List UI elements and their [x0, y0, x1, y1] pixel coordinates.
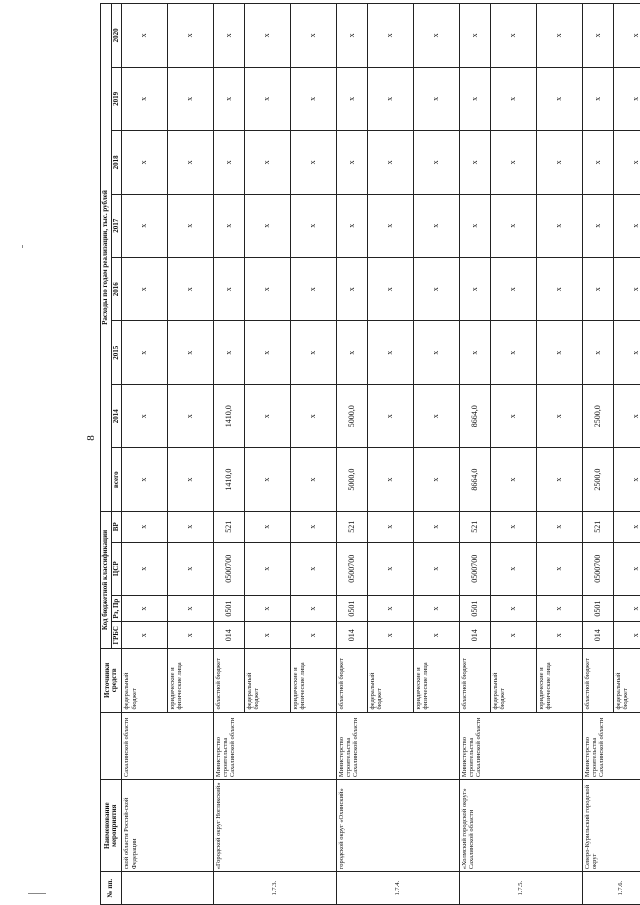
table-row — [582, 4, 613, 905]
year-value-cell: х — [214, 131, 245, 194]
year-value-cell: х — [491, 194, 537, 257]
header-kbk: Код бюджетной классификации — [101, 511, 112, 648]
csr-cell: х — [122, 542, 168, 595]
year-value-cell: х — [582, 194, 613, 257]
year-value-cell: х — [582, 67, 613, 130]
grbs-cell: 014 — [336, 622, 367, 649]
table-row — [459, 4, 490, 905]
source-cell: федеральный бюджет — [245, 649, 291, 712]
vr-cell: 521 — [336, 511, 367, 542]
executor: Министерство строительства Сахалинской области — [582, 712, 640, 780]
table-row — [122, 4, 168, 905]
year-value-cell: х — [336, 258, 367, 321]
year-value-cell: х — [291, 258, 337, 321]
event-name: городской округ «Охинский» — [336, 780, 459, 872]
vr-cell: х — [122, 511, 168, 542]
total-cell: х — [368, 448, 414, 511]
page-number: 8 — [84, 435, 97, 441]
year-value-cell: х — [582, 258, 613, 321]
row-num — [122, 872, 214, 905]
grbs-cell: х — [491, 622, 537, 649]
year-value-cell: х — [614, 4, 640, 68]
year-value-cell: х — [414, 194, 460, 257]
csr-cell: 0500700 — [336, 542, 367, 595]
rotated-table-container — [100, 0, 640, 905]
year-value-cell: х — [414, 258, 460, 321]
rzpr-cell: 0501 — [336, 595, 367, 622]
vr-cell: х — [168, 511, 214, 542]
year-value-cell: х — [168, 4, 214, 68]
header-expenses: Расходы по годам реализации, тыс. рублей — [101, 4, 112, 512]
year-value-cell: х — [122, 67, 168, 130]
header-year: 2015 — [111, 321, 122, 384]
year-value-cell: х — [214, 321, 245, 384]
year-value-cell: х — [614, 67, 640, 130]
year-value-cell: х — [368, 321, 414, 384]
csr-cell: х — [537, 542, 583, 595]
year-value-cell: 1410,0 — [214, 384, 245, 447]
executor: Сахалинской области — [122, 712, 214, 780]
year-value-cell: х — [291, 67, 337, 130]
year-value-cell: 8664,0 — [459, 384, 490, 447]
grbs-cell: х — [537, 622, 583, 649]
vr-cell: х — [491, 511, 537, 542]
year-value-cell: х — [491, 321, 537, 384]
year-value-cell: х — [491, 384, 537, 447]
header-year: 2019 — [111, 67, 122, 130]
scan-mark — [22, 245, 23, 248]
header-year: 2018 — [111, 131, 122, 194]
total-cell: х — [245, 448, 291, 511]
year-value-cell: х — [214, 67, 245, 130]
rzpr-cell: 0501 — [459, 595, 490, 622]
year-value-cell: х — [459, 194, 490, 257]
year-value-cell: х — [459, 131, 490, 194]
table-row — [336, 4, 367, 905]
header-executor — [101, 712, 122, 780]
year-value-cell: х — [168, 384, 214, 447]
year-value-cell: х — [414, 67, 460, 130]
csr-cell: 0500700 — [582, 542, 613, 595]
year-value-cell: х — [291, 4, 337, 68]
year-value-cell: х — [245, 321, 291, 384]
year-value-cell: х — [291, 194, 337, 257]
row-num: 1.7.4. — [336, 872, 459, 905]
year-value-cell: х — [614, 321, 640, 384]
year-value-cell: х — [214, 4, 245, 68]
vr-cell: х — [291, 511, 337, 542]
total-cell: 5000,0 — [336, 448, 367, 511]
year-value-cell: х — [614, 131, 640, 194]
year-value-cell: х — [291, 321, 337, 384]
rzpr-cell: х — [291, 595, 337, 622]
source-cell: федеральный бюджет — [122, 649, 168, 712]
grbs-cell: 014 — [459, 622, 490, 649]
vr-cell: х — [414, 511, 460, 542]
year-value-cell: х — [245, 384, 291, 447]
grbs-cell: х — [168, 622, 214, 649]
year-value-cell: х — [491, 258, 537, 321]
year-value-cell: х — [168, 67, 214, 130]
year-value-cell: х — [459, 4, 490, 68]
vr-cell: 521 — [582, 511, 613, 542]
total-cell: х — [122, 448, 168, 511]
total-cell: 2500,0 — [582, 448, 613, 511]
year-value-cell: х — [122, 131, 168, 194]
year-value-cell: х — [414, 4, 460, 68]
year-value-cell: х — [336, 321, 367, 384]
csr-cell: х — [168, 542, 214, 595]
total-cell: 1410,0 — [214, 448, 245, 511]
executor: Министерство строительства Сахалинской области — [459, 712, 582, 780]
year-value-cell: х — [122, 321, 168, 384]
year-value-cell: х — [414, 384, 460, 447]
rzpr-cell: 0501 — [214, 595, 245, 622]
year-value-cell: х — [368, 258, 414, 321]
year-value-cell: х — [168, 194, 214, 257]
grbs-cell: х — [368, 622, 414, 649]
rzpr-cell: 0501 — [582, 595, 613, 622]
scan-mark — [28, 893, 46, 894]
grbs-cell: х — [414, 622, 460, 649]
csr-cell: х — [414, 542, 460, 595]
year-value-cell: х — [245, 131, 291, 194]
source-cell: областной бюджет — [214, 649, 245, 712]
rzpr-cell: х — [491, 595, 537, 622]
row-num: 1.7.3. — [214, 872, 337, 905]
source-cell: федеральный бюджет — [614, 649, 640, 712]
year-value-cell: х — [122, 384, 168, 447]
vr-cell: 521 — [214, 511, 245, 542]
year-value-cell: х — [414, 131, 460, 194]
header-year: 2017 — [111, 194, 122, 257]
year-value-cell: х — [122, 258, 168, 321]
source-cell: юридические и физические лица — [414, 649, 460, 712]
header-source: Источники средств — [101, 649, 122, 712]
total-cell: х — [614, 448, 640, 511]
source-cell: юридические и физические лица — [168, 649, 214, 712]
header-num: № пп. — [101, 872, 122, 905]
total-cell: х — [168, 448, 214, 511]
source-cell: областной бюджет — [459, 649, 490, 712]
source-cell: юридические и физические лица — [537, 649, 583, 712]
year-value-cell: х — [168, 131, 214, 194]
source-cell: областной бюджет — [336, 649, 367, 712]
grbs-cell: х — [291, 622, 337, 649]
csr-cell: х — [291, 542, 337, 595]
year-value-cell: х — [291, 384, 337, 447]
year-value-cell: х — [491, 67, 537, 130]
header-rzpr: Рз, Пр — [111, 595, 122, 622]
year-value-cell: х — [245, 258, 291, 321]
year-value-cell: х — [168, 321, 214, 384]
executor: Министерство строительства Сахалинской области — [336, 712, 459, 780]
year-value-cell: х — [459, 67, 490, 130]
year-value-cell: х — [336, 131, 367, 194]
year-value-cell: х — [491, 131, 537, 194]
year-value-cell: х — [214, 258, 245, 321]
total-cell: 8664,0 — [459, 448, 490, 511]
grbs-cell: х — [245, 622, 291, 649]
header-year: 2020 — [111, 4, 122, 68]
total-cell: х — [414, 448, 460, 511]
header-total: всего — [111, 448, 122, 511]
csr-cell: 0500700 — [214, 542, 245, 595]
row-num: 1.7.5. — [459, 872, 582, 905]
year-value-cell: х — [336, 194, 367, 257]
source-cell: областной бюджет — [582, 649, 613, 712]
header-vr: ВР — [111, 511, 122, 542]
year-value-cell: х — [582, 321, 613, 384]
year-value-cell: х — [122, 4, 168, 68]
year-value-cell: х — [368, 131, 414, 194]
year-value-cell: х — [537, 384, 583, 447]
source-cell: юридические и физические лица — [291, 649, 337, 712]
vr-cell: х — [245, 511, 291, 542]
year-value-cell: х — [368, 194, 414, 257]
year-value-cell: х — [491, 4, 537, 68]
year-value-cell: х — [336, 67, 367, 130]
grbs-cell: х — [122, 622, 168, 649]
year-value-cell: х — [537, 131, 583, 194]
header-csr: ЦСР — [111, 542, 122, 595]
csr-cell: х — [491, 542, 537, 595]
grbs-cell: х — [614, 622, 640, 649]
year-value-cell: 5000,0 — [336, 384, 367, 447]
header-name: Наименование мероприятия — [101, 780, 122, 872]
source-cell: федеральный бюджет — [491, 649, 537, 712]
header-grbs: ГРБС — [111, 622, 122, 649]
total-cell: х — [491, 448, 537, 511]
year-value-cell: х — [537, 194, 583, 257]
event-name: «Городской округ Ногликский» — [214, 780, 337, 872]
rzpr-cell: х — [245, 595, 291, 622]
year-value-cell: х — [245, 67, 291, 130]
year-value-cell: х — [459, 321, 490, 384]
year-value-cell: х — [368, 67, 414, 130]
year-value-cell: х — [214, 194, 245, 257]
csr-cell: х — [614, 542, 640, 595]
year-value-cell: х — [368, 4, 414, 68]
source-cell: федеральный бюджет — [368, 649, 414, 712]
year-value-cell: х — [537, 67, 583, 130]
year-value-cell: х — [368, 384, 414, 447]
csr-cell: х — [368, 542, 414, 595]
grbs-cell: 014 — [582, 622, 613, 649]
year-value-cell: х — [245, 194, 291, 257]
csr-cell: х — [245, 542, 291, 595]
grbs-cell: 014 — [214, 622, 245, 649]
rzpr-cell: х — [614, 595, 640, 622]
vr-cell: х — [537, 511, 583, 542]
year-value-cell: х — [414, 321, 460, 384]
budget-table — [100, 3, 640, 905]
csr-cell: 0500700 — [459, 542, 490, 595]
total-cell: х — [537, 448, 583, 511]
rzpr-cell: х — [414, 595, 460, 622]
year-value-cell: х — [582, 4, 613, 68]
year-value-cell: х — [459, 258, 490, 321]
event-name: Северо-Курильский городской округ — [582, 780, 640, 872]
vr-cell: 521 — [459, 511, 490, 542]
executor: Министерство строительства Сахалинской области — [214, 712, 337, 780]
year-value-cell: 2500,0 — [582, 384, 613, 447]
rzpr-cell: х — [122, 595, 168, 622]
year-value-cell: х — [614, 258, 640, 321]
rzpr-cell: х — [368, 595, 414, 622]
row-num: 1.7.6. — [582, 872, 640, 905]
year-value-cell: х — [245, 4, 291, 68]
year-value-cell: х — [168, 258, 214, 321]
year-value-cell: х — [537, 4, 583, 68]
year-value-cell: х — [537, 258, 583, 321]
rzpr-cell: х — [537, 595, 583, 622]
year-value-cell: х — [582, 131, 613, 194]
vr-cell: х — [614, 511, 640, 542]
year-value-cell: х — [291, 131, 337, 194]
header-year: 2016 — [111, 258, 122, 321]
year-value-cell: х — [336, 4, 367, 68]
header-row — [101, 4, 112, 905]
event-name: ской области Россий-ской Федерации — [122, 780, 214, 872]
header-year: 2014 — [111, 384, 122, 447]
rzpr-cell: х — [168, 595, 214, 622]
table-wrapper — [100, 3, 640, 905]
vr-cell: х — [368, 511, 414, 542]
event-name: «Холмский городской округ» Сахалинской области — [459, 780, 582, 872]
table-row — [214, 4, 245, 905]
total-cell: х — [291, 448, 337, 511]
year-value-cell: х — [122, 194, 168, 257]
year-value-cell: х — [614, 384, 640, 447]
year-value-cell: х — [614, 194, 640, 257]
year-value-cell: х — [537, 321, 583, 384]
